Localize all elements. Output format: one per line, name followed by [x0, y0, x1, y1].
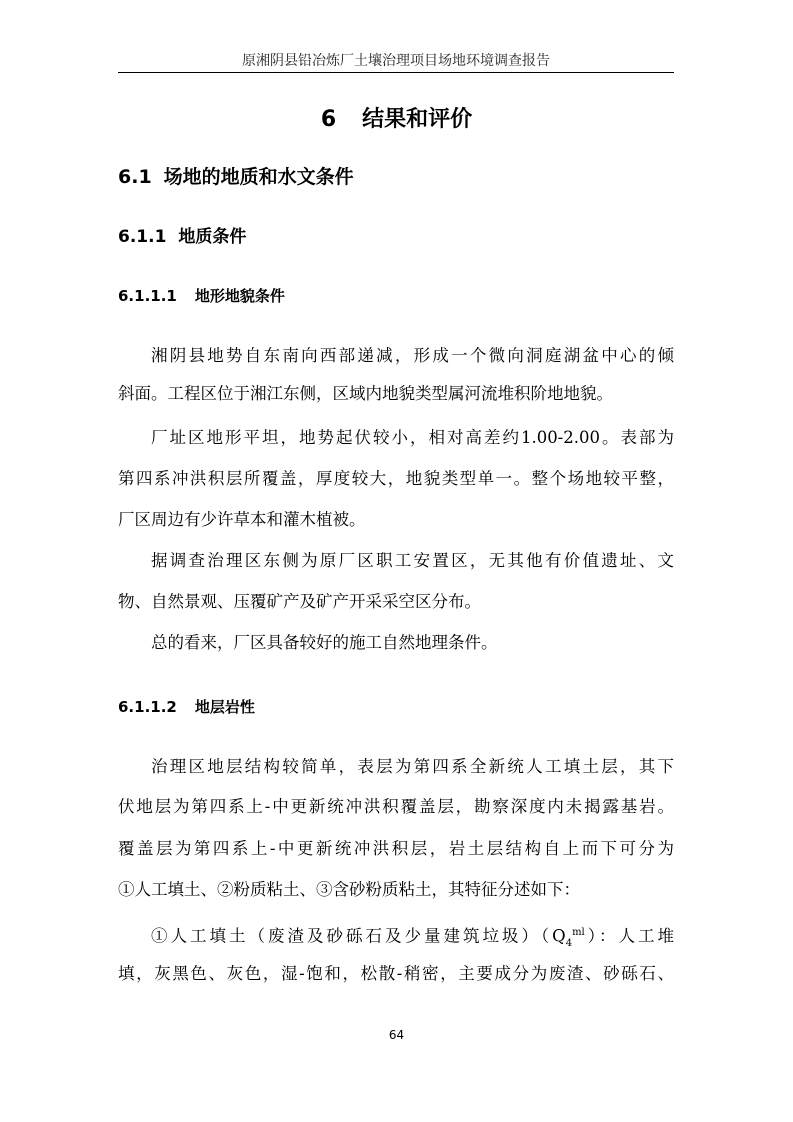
running-header: 原湘阴县铅冶炼厂土壤治理项目场地环境调查报告: [242, 53, 550, 69]
paragraph-line: 治理区地层结构较简单，表层为第四系全新统人工填土层，其下: [151, 757, 674, 776]
subsubsection-number: 6.1.1.1: [118, 287, 177, 305]
subsubsection-title: 地形地貌条件: [194, 287, 285, 305]
paragraph-line: 湘阴县地势自东南向西部递减，形成一个微向洞庭湖盆中心的倾: [151, 346, 674, 365]
text-run: ①人工填土（废渣及砂砾石及少量建筑垃圾）（Q: [151, 926, 566, 946]
subscript: 4: [565, 937, 573, 949]
text-run: ）：人工堆: [584, 926, 674, 946]
chapter-title: 结果和评价: [362, 107, 473, 132]
paragraph-line: [118, 923, 674, 954]
paragraph-line: 总的看来，厂区具备较好的施工自然地理条件。: [151, 633, 498, 652]
paragraph-line: 斜面。工程区位于湘江东侧，区域内地貌类型属河流堆积阶地地貌。: [118, 384, 613, 403]
page-number: 64: [388, 1028, 405, 1042]
subsubsection-title: 地层岩性: [194, 698, 255, 716]
subsection-heading: [118, 222, 246, 247]
subsubsection-heading-terrain: [118, 285, 285, 306]
paragraph-line: 第四系冲洪积层所覆盖，厚度较大，地貌类型单一。整个场地较平整，: [118, 469, 674, 488]
subsubsection-heading-strata: [118, 696, 255, 717]
subsubsection-number: 6.1.1.2: [118, 698, 177, 716]
superscript: ml: [572, 927, 585, 938]
chapter-number: 6: [320, 107, 337, 132]
paragraph-line: 伏地层为第四系上-中更新统冲洪积覆盖层，勘察深度内未揭露基岩。: [118, 797, 674, 816]
chapter-heading: [0, 102, 793, 133]
paragraph-line: 填，灰黑色、灰色，湿-饱和，松散-稍密，主要成分为废渣、砂砾石、: [118, 964, 674, 983]
paragraph-line: 厂址区地形平坦，地势起伏较小，相对高差约1.00-2.00。表部为: [151, 428, 674, 447]
header-rule: [118, 72, 674, 73]
section-title: 场地的地质和水文条件: [163, 166, 354, 188]
subsection-title: 地质条件: [178, 227, 247, 247]
paragraph-line: 物、自然景观、压覆矿产及矿产开采采空区分布。: [118, 592, 481, 611]
paragraph-line: 据调查治理区东侧为原厂区职工安置区，无其他有价值遗址、文: [151, 551, 674, 570]
paragraph-line: 厂区周边有少许草本和灌木植被。: [118, 510, 366, 529]
paragraph-line: ①人工填土、②粉质粘土、③含砂粉质粘土，其特征分述如下：: [118, 880, 580, 899]
subsection-number: 6.1.1: [118, 227, 167, 247]
paragraph-line: 覆盖层为第四系上-中更新统冲洪积层，岩土层结构自上而下可分为: [118, 839, 674, 858]
section-heading: [118, 162, 354, 189]
section-number: 6.1: [118, 166, 152, 188]
